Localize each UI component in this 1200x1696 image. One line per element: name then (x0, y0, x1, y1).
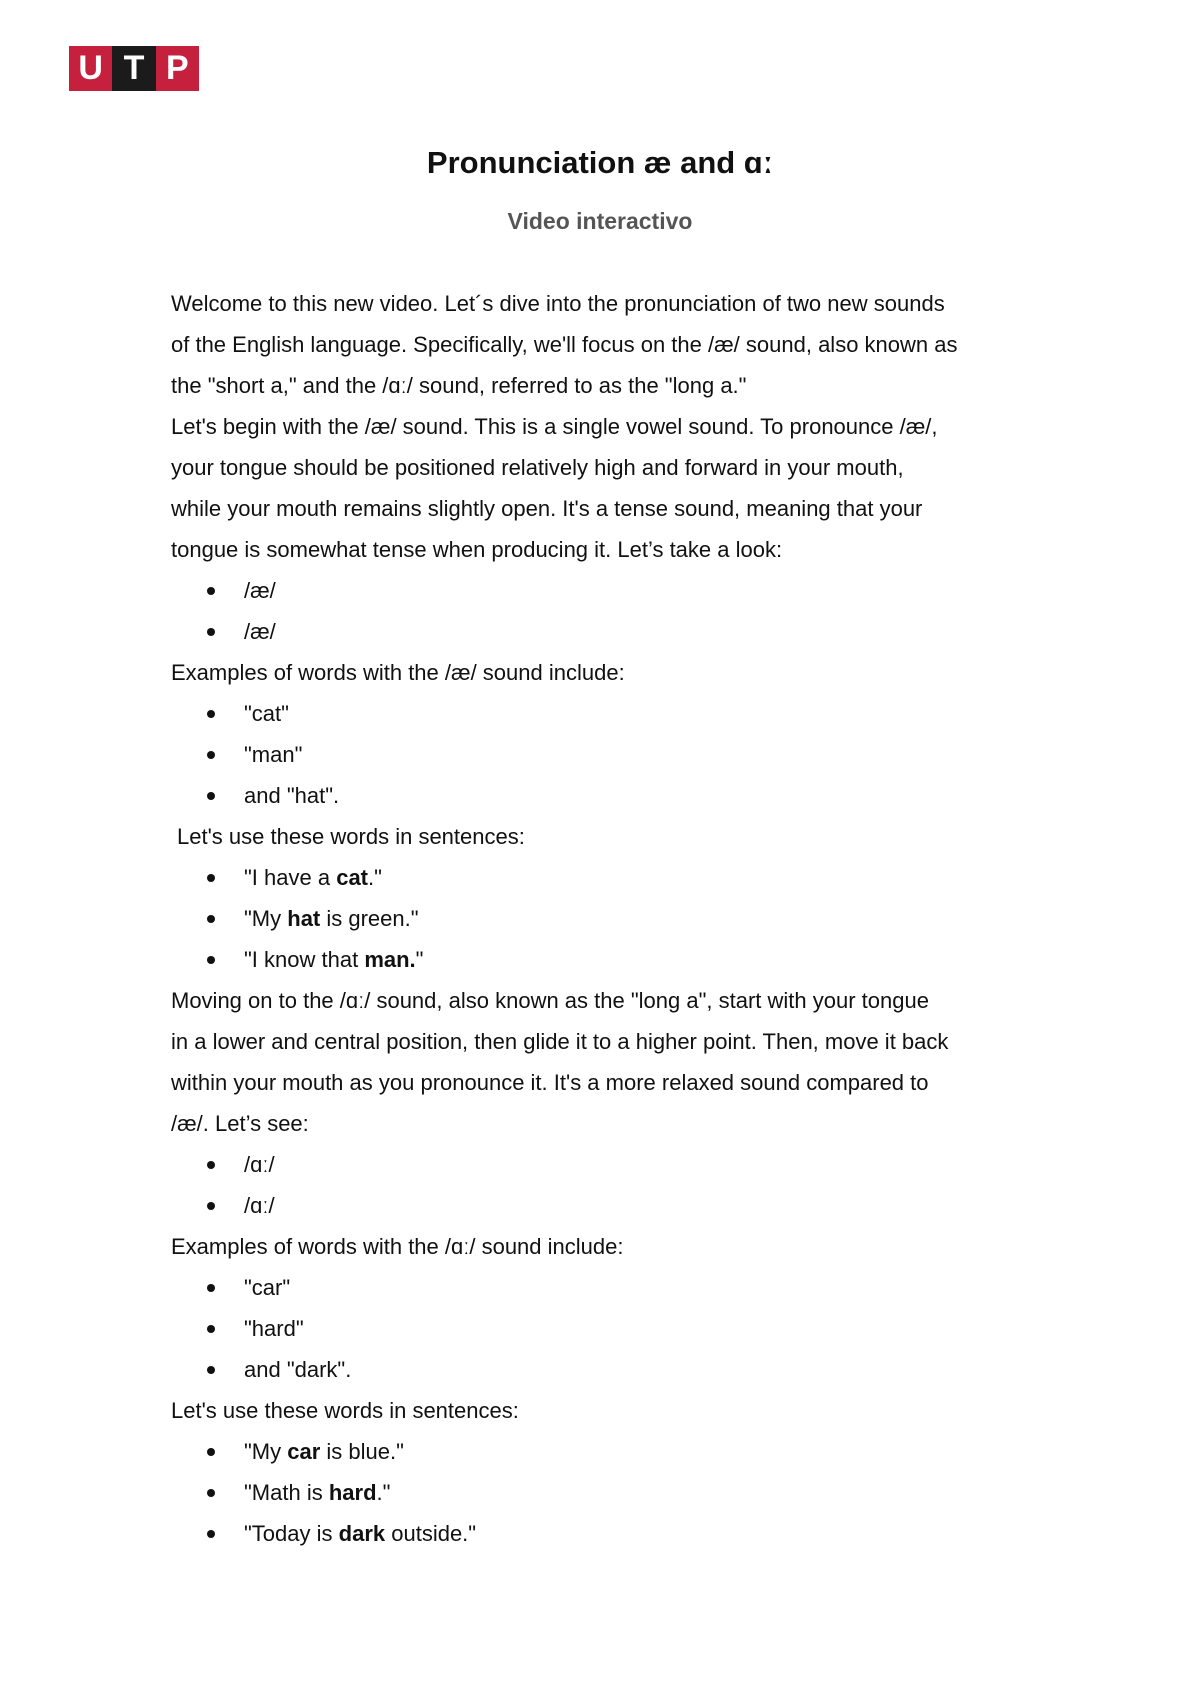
aa-examples-intro: Examples of words with the /ɑː/ sound include: (171, 1234, 624, 1259)
list-item (171, 1431, 1051, 1472)
sentence-text: ." (368, 865, 382, 890)
bullet-icon (207, 710, 215, 718)
bullet-icon (207, 628, 215, 636)
sentence-keyword: man. (364, 947, 416, 972)
sentence-text: "Math is (244, 1480, 329, 1505)
sentence-keyword: car (287, 1439, 321, 1464)
aa-description-line: /æ/. Let’s see: (171, 1111, 309, 1136)
list-item (171, 734, 1051, 775)
aa-description-line: within your mouth as you pronounce it. It's a more relaxed sound compared to (171, 1070, 929, 1095)
ae-description-line: while your mouth remains slightly open. It's a tense sound, meaning that your (171, 496, 923, 521)
sentence-text: ." (376, 1480, 391, 1505)
sentence-text: "My (244, 1439, 288, 1464)
list-item (171, 1144, 1051, 1185)
list-item-text: /ɑː/ (244, 1152, 275, 1177)
list-item (171, 1349, 1051, 1390)
aa-description-line: Moving on to the /ɑː/ sound, also known as the "long a", start with your tongue (171, 988, 929, 1013)
list-item (171, 1513, 1051, 1554)
sentence-text: outside." (385, 1521, 477, 1546)
intro-line: the "short a," and the /ɑː/ sound, referred to as the "long a." (171, 373, 747, 398)
ae-sentences-intro: Let's use these words in sentences: (177, 824, 525, 849)
sentence-text: "Today is (244, 1521, 339, 1546)
list-item (171, 898, 1051, 939)
list-item (171, 693, 1051, 734)
bullet-icon (207, 1448, 215, 1456)
list-item (171, 570, 1051, 611)
ae-description-line: Let's begin with the /æ/ sound. This is a single vowel sound. To pronounce /æ/, (171, 414, 938, 439)
aa-demo-list (171, 1144, 1051, 1226)
logo-letter-u: U (69, 46, 112, 91)
bullet-icon (207, 792, 215, 800)
list-item-text: /æ/ (244, 578, 276, 603)
bullet-icon (207, 587, 215, 595)
sentence-text: "My (244, 906, 288, 931)
utp-logo (69, 46, 199, 91)
bullet-icon (207, 1202, 215, 1210)
bullet-icon (207, 751, 215, 759)
sentence-keyword: hard (328, 1480, 377, 1505)
list-item (171, 1267, 1051, 1308)
bullet-icon (207, 1325, 215, 1333)
list-item (171, 775, 1051, 816)
list-item-text: and "dark". (244, 1357, 352, 1382)
ae-examples-list (171, 693, 1051, 816)
bullet-icon (207, 1366, 215, 1374)
ae-description-line: tongue is somewhat tense when producing it. Let’s take a look: (171, 537, 783, 562)
ae-sentences-list (171, 857, 1051, 980)
sentence-text: "I know that (244, 947, 365, 972)
bullet-icon (207, 1489, 215, 1497)
list-item-text: /ɑː/ (244, 1193, 275, 1218)
list-item-text: "man" (244, 742, 303, 767)
list-item-text: "cat" (244, 701, 289, 726)
page-subtitle: Video interactivo (507, 208, 693, 234)
bullet-icon (207, 1530, 215, 1538)
list-item-text: "car" (244, 1275, 291, 1300)
logo-letter-p: P (156, 46, 199, 91)
intro-line: Welcome to this new video. Let´s dive into the pronunciation of two new sounds (171, 291, 945, 316)
page-title: Pronunciation æ and ɑː (426, 145, 774, 180)
aa-description-line: in a lower and central position, then glide it to a higher point. Then, move it back (171, 1029, 949, 1054)
list-item (171, 1308, 1051, 1349)
sentence-keyword: hat (287, 906, 321, 931)
bullet-icon (207, 1161, 215, 1169)
list-item-text: and "hat". (244, 783, 340, 808)
ae-description-line: your tongue should be positioned relatively high and forward in your mouth, (171, 455, 904, 480)
logo-letter-t: T (112, 46, 155, 91)
bullet-icon (207, 915, 215, 923)
list-item-text: "hard" (244, 1316, 304, 1341)
intro-line: of the English language. Specifically, we'll focus on the /æ/ sound, also known as (171, 332, 958, 357)
bullet-icon (207, 956, 215, 964)
aa-examples-list (171, 1267, 1051, 1390)
sentence-text: is green." (320, 906, 419, 931)
list-item-text: /æ/ (244, 619, 276, 644)
ae-demo-list (171, 570, 1051, 652)
document-body (171, 283, 1051, 1554)
aa-sentences-intro: Let's use these words in sentences: (171, 1398, 519, 1423)
bullet-icon (207, 874, 215, 882)
list-item (171, 857, 1051, 898)
sentence-text: is blue." (320, 1439, 404, 1464)
sentence-text: "I have a (244, 865, 337, 890)
sentence-text: " (415, 947, 424, 972)
ae-examples-intro: Examples of words with the /æ/ sound include: (171, 660, 625, 685)
bullet-icon (207, 1284, 215, 1292)
list-item (171, 1185, 1051, 1226)
aa-sentences-list (171, 1431, 1051, 1554)
list-item (171, 1472, 1051, 1513)
list-item (171, 611, 1051, 652)
sentence-keyword: dark (338, 1521, 386, 1546)
sentence-keyword: cat (336, 865, 368, 890)
list-item (171, 939, 1051, 980)
